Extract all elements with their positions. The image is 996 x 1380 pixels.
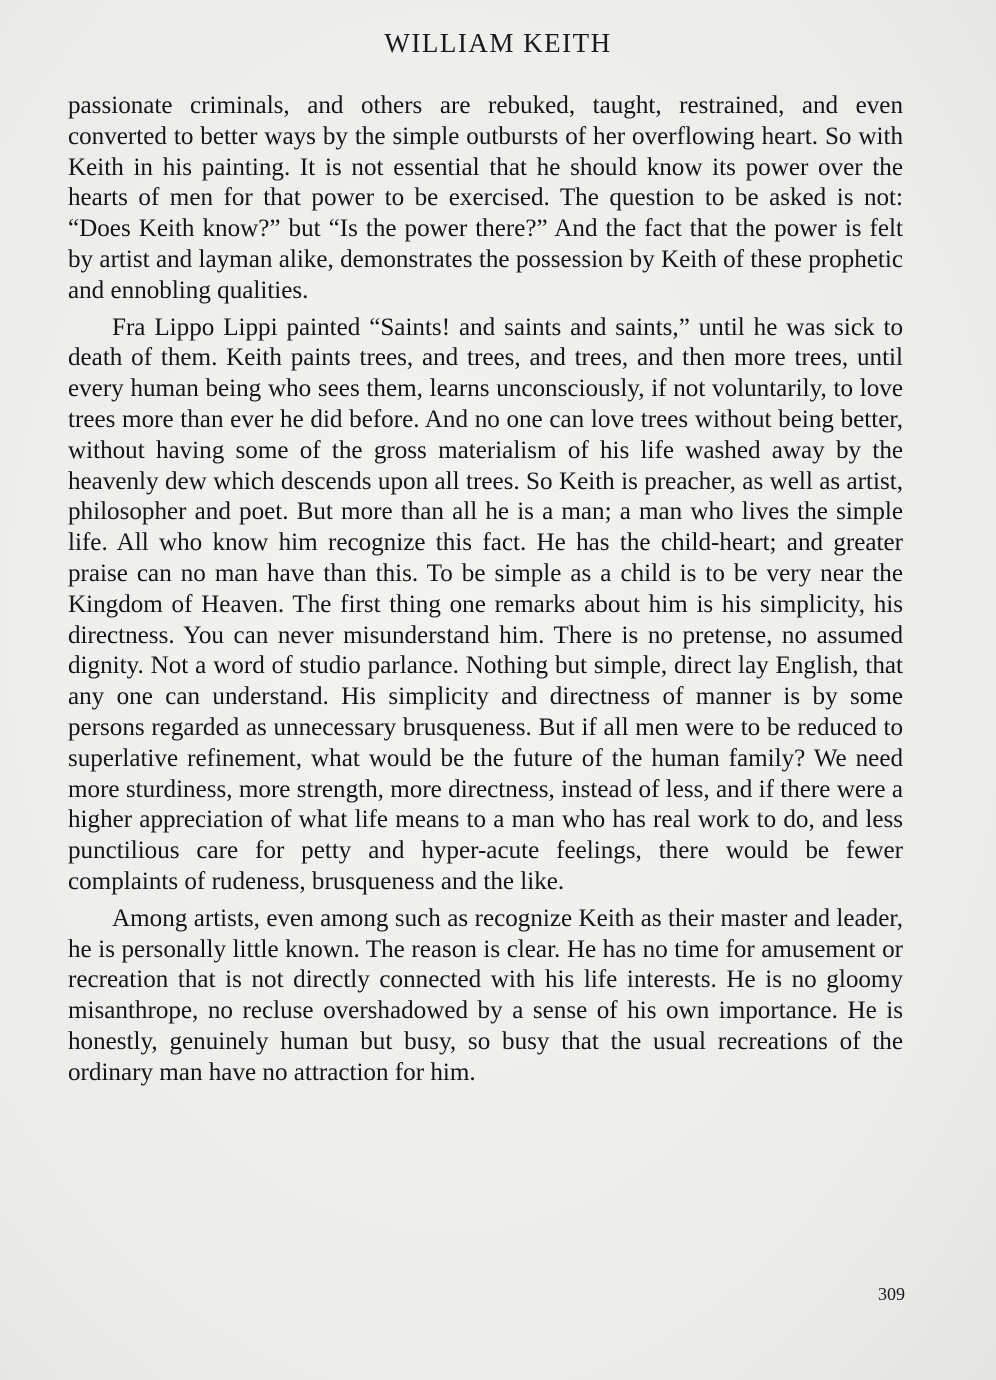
paragraph-fra-lippo-lippi: Fra Lippo Lippi painted “Saints! and saints and saints,” until he was sick to death of them. Keith paints trees, and trees, and trees, and then more trees, until every human being who sees them, learns unconsciously, if not voluntarily, to love trees more than ever he did before. And no one can love trees without being better, without having some of the gross materialism of his life washed away by the heavenly dew which descends upon all trees. So Keith is preacher, as well as artist, philosopher and poet. But more than all he is a man; a man who lives the simple life. All who know him recognize this fact. He has the child-heart; and greater praise can no man have than this. To be simple as a child is to be very near the Kingdom of Heaven. The first thing one remarks about him is his simplicity, his directness. You can never misunderstand him. There is no pretense, no assumed dignity. Not a word of studio parlance. Nothing but simple, direct lay English, that any one can understand. His simplicity and directness of manner is by some persons regarded as unnecessary brusqueness. But if all men were to be reduced to superlative refinement, what would be the future of the human family? We need more sturdiness, more strength, more directness, instead of less, and if there were a higher appreciation of what life means to a man who has real work to do, and less punctilious care for petty and hyper-acute feelings, there would be fewer complaints of rudeness, brusqueness and the like.	[68, 313, 903, 895]
running-head: WILLIAM KEITH	[384, 28, 612, 58]
page-number: 309	[878, 1284, 905, 1304]
paragraph-among-artists: Among artists, even among such as recognize Keith as their master and leader, he is personally little known. The reason is clear. He has no time for amusement or recreation that is not directly connected with his life interests. He is no gloomy misanthrope, no recluse overshadowed by a sense of his own importance. He is honestly, genuinely human but busy, so busy that the usual recreations of the ordinary man have no attraction for him.	[68, 904, 903, 1086]
body-text	[68, 91, 903, 1089]
paragraph-continuation: passionate criminals, and others are rebuked, taught, restrained, and even converted to better ways by the simple outbursts of her overflowing heart. So with Keith in his painting. It is not essential that he should know its power over the hearts of men for that power to be exercised. The question to be asked is not: “Does Keith know?” but “Is the power there?” And the fact that the power is felt by artist and layman alike, demonstrates the possession by Keith of these prophetic and ennobling qualities.	[68, 92, 903, 304]
